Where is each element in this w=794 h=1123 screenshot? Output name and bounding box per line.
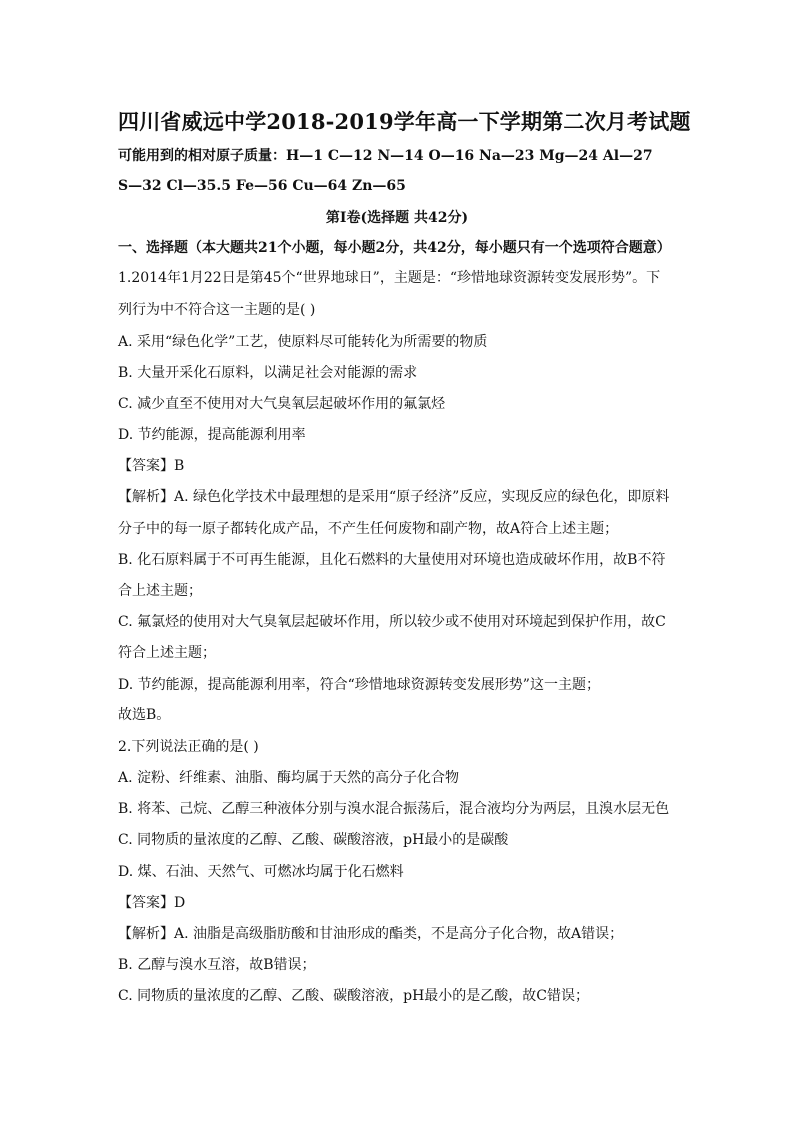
q1-option-b: B. 大量开采化石原料，以满足社会对能源的需求 [118,365,418,381]
q1-answer: 【答案】B [118,458,185,474]
q1-analysis-8: 故选B。 [118,707,171,723]
q1-analysis-7: D. 节约能源，提高能源利用率，符合“珍惜地球资源转变发展形势”这一主题； [118,677,600,693]
exam-title: 四川省威远中学2018-2019学年高一下学期第二次月考试题 [118,109,691,134]
q1-analysis-6: 符合上述主题； [118,645,216,661]
q1-analysis-4: 合上述主题； [118,583,202,599]
atomic-mass-line-1: 可能用到的相对原子质量：H—1 C—12 N—14 O—16 Na—23 Mg—24 Al—27 [118,148,653,164]
q2-option-a: A. 淀粉、纤维素、油脂、酶均属于天然的高分子化合物 [118,770,460,786]
q1-analysis-3: B. 化石原料属于不可再生能源，且化石燃料的大量使用对环境也造成破坏作用，故B不符 [118,552,666,568]
q2-option-c: C. 同物质的量浓度的乙醇、乙酸、碳酸溶液，pH最小的是碳酸 [118,832,509,848]
q2-stem: 2.下列说法正确的是( ) [118,739,259,755]
section-heading: 第Ⅰ卷(选择题 共42分) [325,210,469,226]
part-heading: 一、选择题（本大题共21个小题，每小题2分，共42分，每小题只有一个选项符合题意） [118,240,671,256]
q1-option-a: A. 采用“绿色化学”工艺，使原料尽可能转化为所需要的物质 [118,334,488,350]
q2-option-b: B. 将苯、己烷、乙醇三种液体分别与溴水混合振荡后，混合液均分为两层，且溴水层无色 [118,801,670,817]
q1-option-d: D. 节约能源，提高能源利用率 [118,427,306,443]
q1-stem-line-1: 1.2014年1月22日是第45个“世界地球日”，主题是：“珍惜地球资源转变发展形势”。下 [118,270,661,286]
q2-analysis-2: B. 乙醇与溴水互溶，故B错误； [118,957,316,973]
q1-analysis-2: 分子中的每一原子都转化成产品，不产生任何废物和副产物，故A符合上述主题； [118,521,619,537]
q2-answer: 【答案】D [118,895,186,911]
q1-analysis-5: C. 氟氯烃的使用对大气臭氧层起破坏作用，所以较少或不使用对环境起到保护作用，故C [118,614,666,630]
q2-option-d: D. 煤、石油、天然气、可燃冰均属于化石燃料 [118,864,404,880]
q2-analysis-1: 【解析】A. 油脂是高级脂肪酸和甘油形成的酯类，不是高分子化合物，故A错误； [118,926,624,942]
q1-option-c: C. 减少直至不使用对大气臭氧层起破坏作用的氟氯烃 [118,396,446,412]
q2-analysis-3: C. 同物质的量浓度的乙醇、乙酸、碳酸溶液，pH最小的是乙酸，故C错误； [118,988,589,1004]
q1-analysis-1: 【解析】A. 绿色化学技术中最理想的是采用“原子经济”反应，实现反应的绿色化，即原料 [118,489,670,505]
atomic-mass-line-2: S—32 Cl—35.5 Fe—56 Cu—64 Zn—65 [118,178,406,194]
q1-stem-line-2: 列行为中不符合这一主题的是( ) [118,302,316,318]
